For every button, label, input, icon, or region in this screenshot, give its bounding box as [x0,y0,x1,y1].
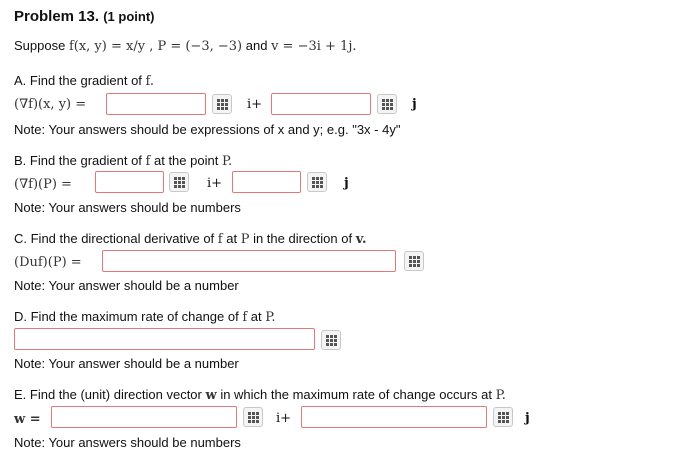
keypad-grid-icon [248,412,259,423]
part-e-j-label: j [525,411,530,426]
part-e-i-keypad-button[interactable] [243,407,263,427]
keypad-grid-icon [498,412,509,423]
part-d-note: Note: Your answer should be a number [14,356,239,371]
problem-statement: Suppose f(x, y) = x/y , P = (−3, −3) and v = −3i + 1j. [14,38,357,54]
part-e-note: Note: Your answers should be numbers [14,435,241,450]
part-c-heading: C. Find the directional derivative of f at P in the direction of v. [14,231,367,247]
part-b-lhs: (∇f)(P) = [14,177,72,192]
part-a-i-label: i+ [247,97,263,112]
part-d-answer-input[interactable] [14,328,315,350]
problem-title: Problem 13. (1 point) [14,8,155,25]
part-e-j-input[interactable] [301,406,487,428]
part-b-j-input[interactable] [232,171,301,193]
keypad-grid-icon [174,177,185,188]
part-a-i-input[interactable] [106,93,206,115]
part-b-i-keypad-button[interactable] [169,172,189,192]
part-e-heading: E. Find the (unit) direction vector w in which the maximum rate of change occurs at P. [14,387,506,403]
part-e-j-keypad-button[interactable] [493,407,513,427]
part-b-i-input[interactable] [95,171,164,193]
part-d-heading: D. Find the maximum rate of change of f at P. [14,309,276,325]
part-a-note: Note: Your answers should be expressions of x and y; e.g. "3x - 4y" [14,122,401,137]
part-e-lhs: w = [14,412,41,427]
keypad-grid-icon [326,335,337,346]
part-a-lhs: (∇f)(x, y) = [14,97,87,112]
part-c-lhs: (Duf)(P) = [14,255,82,270]
part-a-j-keypad-button[interactable] [377,94,397,114]
part-c-note: Note: Your answer should be a number [14,278,239,293]
part-a-i-keypad-button[interactable] [212,94,232,114]
part-b-i-label: i+ [207,176,223,191]
keypad-grid-icon [312,177,323,188]
part-d-keypad-button[interactable] [321,330,341,350]
part-a-j-label: j [412,97,417,112]
part-e-i-input[interactable] [51,406,237,428]
part-a-j-input[interactable] [271,93,371,115]
part-b-j-keypad-button[interactable] [307,172,327,192]
part-b-j-label: j [344,176,349,191]
keypad-grid-icon [409,256,420,267]
part-c-answer-input[interactable] [102,250,396,272]
part-a-heading: A. Find the gradient of f. [14,73,155,89]
part-c-keypad-button[interactable] [404,251,424,271]
keypad-grid-icon [382,99,393,110]
part-e-i-label: i+ [276,411,292,426]
keypad-grid-icon [217,99,228,110]
part-b-note: Note: Your answers should be numbers [14,200,241,215]
part-b-heading: B. Find the gradient of f at the point P. [14,153,233,169]
